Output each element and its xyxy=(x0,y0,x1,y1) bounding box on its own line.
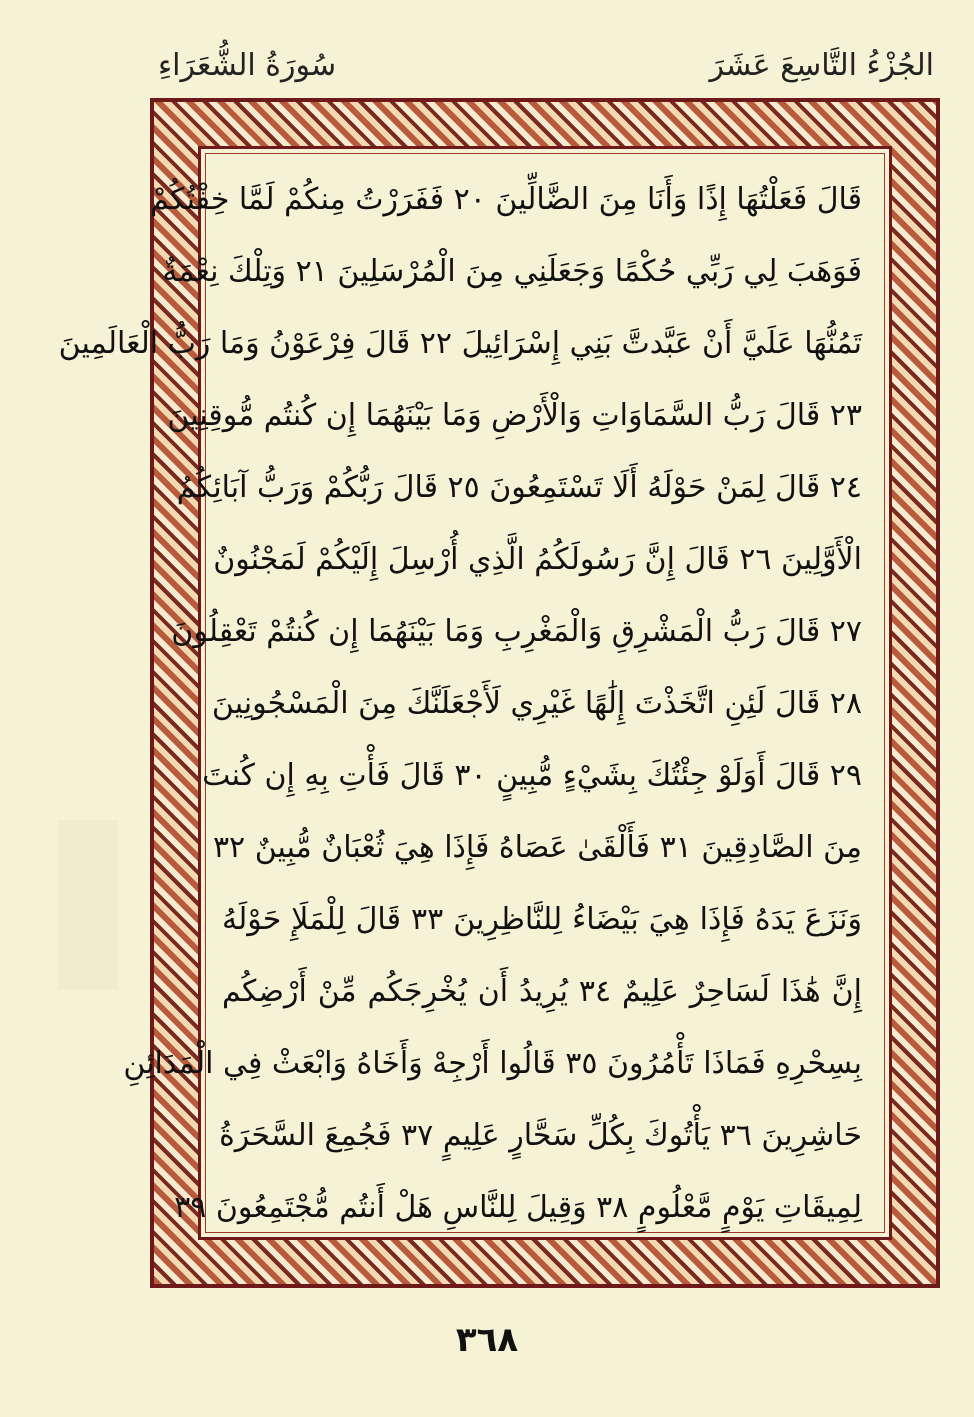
page-edge-shadow xyxy=(58,820,118,990)
text-line-11: وَنَزَعَ يَدَهُ فَإِذَا هِيَ بَيْضَاءُ لِلنَّاظِرِينَ ٣٣ قَالَ لِلْمَلَإِ حَوْلَهُ xyxy=(222,902,862,937)
text-line-2: فَوَهَبَ لِي رَبِّي حُكْمًا وَجَعَلَنِي مِنَ الْمُرْسَلِينَ ٢١ وَتِلْكَ نِعْمَةٌ xyxy=(162,254,862,289)
text-line-6: الْأَوَّلِينَ ٢٦ قَالَ إِنَّ رَسُولَكُمُ الَّذِي أُرْسِلَ إِلَيْكُمْ لَمَجْنُونٌ xyxy=(213,542,862,577)
page-number: ٣٦٨ xyxy=(455,1320,519,1360)
text-line-7: ٢٧ قَالَ رَبُّ الْمَشْرِقِ وَالْمَغْرِبِ وَمَا بَيْنَهُمَا إِن كُنتُمْ تَعْقِلُونَ xyxy=(171,614,862,649)
text-line-12: إِنَّ هَٰذَا لَسَاحِرٌ عَلِيمٌ ٣٤ يُرِيدُ أَن يُخْرِجَكُم مِّنْ أَرْضِكُم xyxy=(222,974,862,1009)
text-line-15: لِمِيقَاتِ يَوْمٍ مَّعْلُومٍ ٣٨ وَقِيلَ لِلنَّاسِ هَلْ أَنتُم مُّجْتَمِعُونَ ٣٩ xyxy=(174,1190,862,1225)
text-line-13: بِسِحْرِهِ فَمَاذَا تَأْمُرُونَ ٣٥ قَالُوا أَرْجِهْ وَأَخَاهُ وَابْعَثْ فِي الْمَدَائِنِ xyxy=(123,1046,862,1081)
text-line-1: قَالَ فَعَلْتُهَا إِذًا وَأَنَا مِنَ الضَّالِّينَ ٢٠ فَفَرَرْتُ مِنكُمْ لَمَّا خِفْتُكُمْ xyxy=(150,182,862,217)
text-line-9: ٢٩ قَالَ أَوَلَوْ جِئْتُكَ بِشَيْءٍ مُّبِينٍ ٣٠ قَالَ فَأْتِ بِهِ إِن كُنتَ xyxy=(202,758,862,793)
juz-name-header: الجُزْءُ التَّاسِعَ عَشَرَ xyxy=(709,48,934,83)
text-line-3: تَمُنُّهَا عَلَيَّ أَنْ عَبَّدتَّ بَنِي إِسْرَائِيلَ ٢٢ قَالَ فِرْعَوْنُ وَمَا رَبُّ الْعَالَمِينَ xyxy=(58,326,862,361)
text-line-10: مِنَ الصَّادِقِينَ ٣١ فَأَلْقَىٰ عَصَاهُ فَإِذَا هِيَ ثُعْبَانٌ مُّبِينٌ ٣٢ xyxy=(212,830,862,865)
text-line-4: ٢٣ قَالَ رَبُّ السَّمَاوَاتِ وَالْأَرْضِ وَمَا بَيْنَهُمَا إِن كُنتُم مُّوقِنِينَ xyxy=(167,398,862,433)
text-line-5: ٢٤ قَالَ لِمَنْ حَوْلَهُ أَلَا تَسْتَمِعُونَ ٢٥ قَالَ رَبُّكُمْ وَرَبُّ آبَائِكُمُ xyxy=(176,470,862,505)
text-line-14: حَاشِرِينَ ٣٦ يَأْتُوكَ بِكُلِّ سَحَّارٍ عَلِيمٍ ٣٧ فَجُمِعَ السَّحَرَةُ xyxy=(219,1118,862,1153)
text-line-8: ٢٨ قَالَ لَئِنِ اتَّخَذْتَ إِلَٰهًا غَيْرِي لَأَجْعَلَنَّكَ مِنَ الْمَسْجُونِينَ xyxy=(211,686,862,721)
surah-name-header: سُورَةُ الشُّعَرَاءِ xyxy=(158,48,337,83)
quran-text-block xyxy=(58,165,862,1250)
